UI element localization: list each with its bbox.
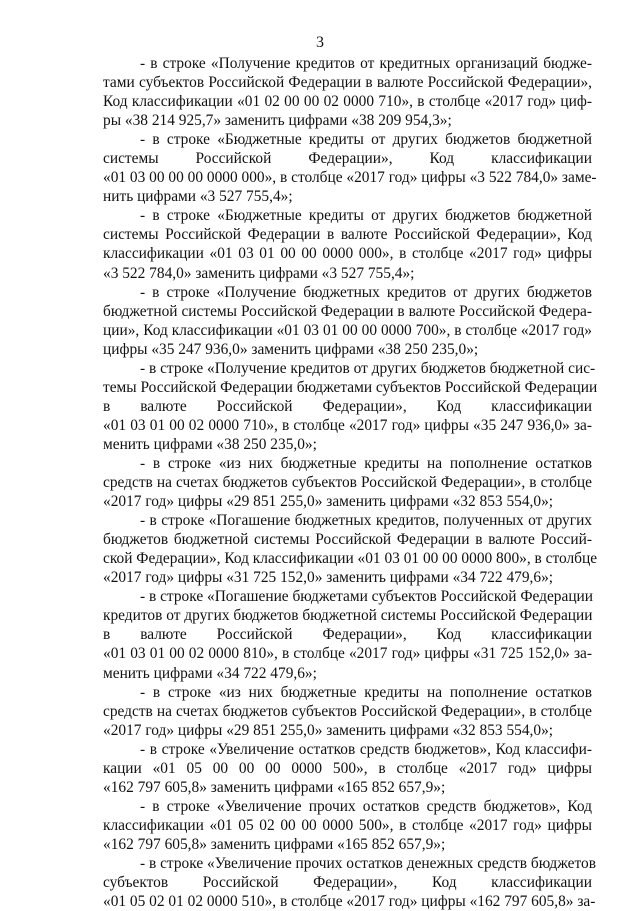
paragraph xyxy=(103,854,596,911)
text-line: средств на счетах бюджетов субъектов Российской Федерации», в столбце xyxy=(103,474,592,492)
text-line: - в строке «Погашение бюджетами субъектов Российской Федерации xyxy=(140,588,594,606)
text-line: нить цифрами «3 527 755,4»; xyxy=(103,188,293,206)
text-line: - в строке «из них бюджетные кредиты на пополнение остатков xyxy=(140,683,592,701)
text-line: бюджетов бюджетной системы Российской Федерации в валюте Россий- xyxy=(103,531,592,549)
text-line: - в строке «Получение кредитов от других бюджетов бюджетной сис- xyxy=(140,359,596,377)
page-number: 3 xyxy=(316,34,324,51)
paragraph xyxy=(103,283,592,359)
text-line: темы Российской Федерации бюджетами субъектов Российской Федерации xyxy=(103,378,598,396)
paragraph xyxy=(103,683,592,740)
text-line: «2017 год» цифры «31 725 152,0» заменить цифрами «34 722 479,6»; xyxy=(103,569,554,587)
text-line: «01 03 01 00 02 0000 810», в столбце «2017 год» цифры «31 725 152,0» за- xyxy=(103,645,592,663)
document-body xyxy=(103,54,598,911)
text-line: «162 797 605,8» заменить цифрами «165 852 657,9»; xyxy=(103,835,446,853)
text-line: «01 05 02 01 02 0000 510», в столбце «2017 год» цифры «162 797 605,8» за- xyxy=(103,893,596,911)
text-line: ской Федерации», Код классификации «01 03 01 00 00 0000 800», в столбце xyxy=(103,550,598,568)
text-line: кредитов от других бюджетов бюджетной системы Российской Федерации xyxy=(103,607,593,625)
text-line: классификации «01 05 02 00 00 0000 500», в столбце «2017 год» цифры xyxy=(103,816,592,834)
text-line: бюджетной системы Российской Федерации в валюте Российской Федера- xyxy=(103,302,592,320)
text-line: - в строке «Бюджетные кредиты от других бюджетов бюджетной xyxy=(140,131,592,149)
paragraph xyxy=(103,130,597,206)
text-line: «162 797 605,8» заменить цифрами «165 852 657,9»; xyxy=(103,778,446,796)
paragraph xyxy=(103,206,592,282)
paragraph xyxy=(103,740,592,797)
text-line: «2017 год» цифры «29 851 255,0» заменить цифрами «32 853 554,0»; xyxy=(103,721,554,739)
text-line: «01 03 00 00 00 0000 000», в столбце «2017 год» цифры «3 522 784,0» заме- xyxy=(103,169,597,187)
paragraph xyxy=(103,797,592,854)
text-line: менить цифрами «34 722 479,6»; xyxy=(103,664,317,682)
text-line: - в строке «Погашение бюджетных кредитов, полученных от других xyxy=(140,512,592,530)
text-line: субъектов Российской Федерации», Код классификации xyxy=(103,874,592,892)
text-line: ры «38 214 925,7» заменить цифрами «38 209 954,3»; xyxy=(103,112,452,130)
text-line: системы Российской Федерации», Код классификации xyxy=(103,150,592,168)
text-line: «3 522 784,0» заменить цифрами «3 527 755,4»; xyxy=(103,264,415,282)
text-line: тами субъектов Российской Федерации в валюте Российской Федерации», xyxy=(103,74,592,92)
paragraph xyxy=(103,587,592,682)
text-line: ции», Код классификации «01 03 01 00 00 0000 700», в столбце «2017 год» xyxy=(103,321,592,339)
text-line: «2017 год» цифры «29 851 255,0» заменить цифрами «32 853 554,0»; xyxy=(103,493,554,511)
paragraph xyxy=(103,454,592,511)
text-line: цифры «35 247 936,0» заменить цифрами «38 250 235,0»; xyxy=(103,340,479,358)
text-line: менить цифрами «38 250 235,0»; xyxy=(103,435,317,453)
text-line: - в строке «Увеличение прочих остатков средств бюджетов», Код xyxy=(140,797,592,815)
paragraph xyxy=(103,54,592,130)
text-line: - в строке «Получение бюджетных кредитов от других бюджетов xyxy=(140,283,592,301)
text-line: классификации «01 03 01 00 00 0000 000», в столбце «2017 год» цифры xyxy=(103,245,592,263)
text-line: средств на счетах бюджетов субъектов Российской Федерации», в столбце xyxy=(103,702,592,720)
text-line: - в строке «из них бюджетные кредиты на пополнение остатков xyxy=(140,454,592,472)
text-line: кации «01 05 00 00 00 0000 500», в столбце «2017 год» цифры xyxy=(103,759,592,777)
text-line: - в строке «Получение кредитов от кредитных организаций бюдже- xyxy=(140,55,592,72)
text-line: - в строке «Увеличение прочих остатков денежных средств бюджетов xyxy=(140,854,596,872)
paragraph xyxy=(103,359,598,454)
text-line: «01 03 01 00 02 0000 710», в столбце «2017 год» цифры «35 247 936,0» за- xyxy=(103,416,592,434)
paragraph xyxy=(103,511,598,587)
text-line: Код классификации «01 02 00 00 02 0000 710», в столбце «2017 год» циф- xyxy=(103,93,592,111)
text-line: системы Российской Федерации в валюте Российской Федерации», Код xyxy=(103,226,592,244)
text-line: - в строке «Увеличение остатков средств бюджетов», Код классифи- xyxy=(140,740,592,758)
text-line: в валюте Российской Федерации», Код классификации xyxy=(103,397,592,415)
text-line: - в строке «Бюджетные кредиты от других бюджетов бюджетной xyxy=(140,207,592,225)
text-line: в валюте Российской Федерации», Код классификации xyxy=(103,626,592,644)
